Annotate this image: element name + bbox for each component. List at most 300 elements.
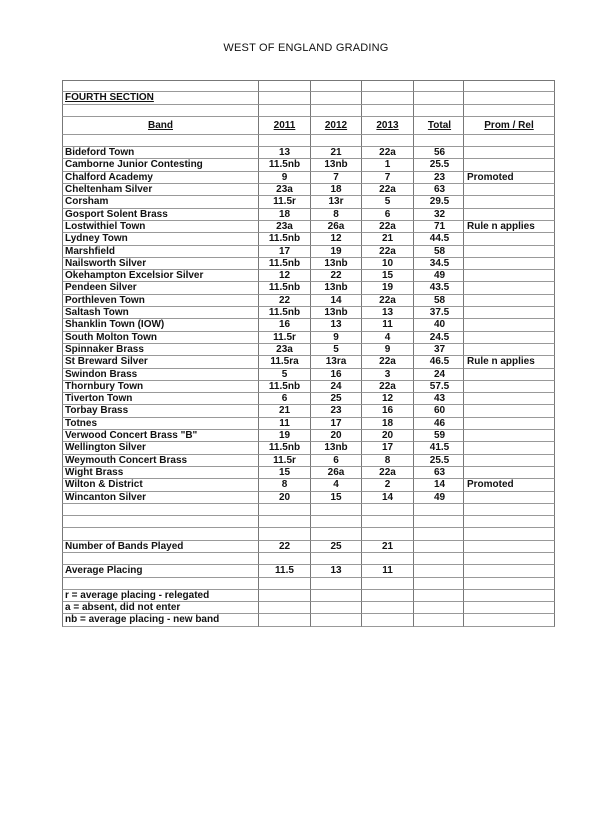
table-cell — [414, 135, 464, 147]
total: 32 — [414, 209, 464, 221]
table-cell — [62, 553, 259, 565]
band-name: Gosport Solent Brass — [62, 209, 259, 221]
result-2013: 3 — [362, 369, 414, 381]
legend-text: r = average placing - relegated — [62, 590, 259, 602]
result-2011: 21 — [259, 405, 311, 417]
result-2013: 22a — [362, 356, 414, 368]
result-2012: 13r — [311, 196, 362, 208]
total: 24 — [414, 369, 464, 381]
total: 44.5 — [414, 233, 464, 245]
table-cell — [311, 105, 362, 117]
table-cell — [362, 602, 414, 614]
result-2012: 22 — [311, 270, 362, 282]
prom-rel — [464, 467, 555, 479]
table-cell — [259, 578, 311, 590]
band-row — [62, 430, 555, 442]
table-cell — [362, 80, 414, 92]
result-2011: 5 — [259, 369, 311, 381]
band-row — [62, 393, 555, 405]
prom-rel — [464, 270, 555, 282]
prom-rel — [464, 233, 555, 245]
section-title-row — [62, 92, 555, 104]
total: 46 — [414, 418, 464, 430]
table-cell — [414, 565, 464, 577]
prom-rel — [464, 455, 555, 467]
header-total: Total — [414, 117, 464, 135]
band-row — [62, 196, 555, 208]
result-2012: 13nb — [311, 258, 362, 270]
header-prom-rel: Prom / Rel — [464, 117, 555, 135]
band-name: Cheltenham Silver — [62, 184, 259, 196]
band-name: Totnes — [62, 418, 259, 430]
band-row — [62, 184, 555, 196]
result-2013: 22a — [362, 295, 414, 307]
table-cell — [311, 80, 362, 92]
legend-text: a = absent, did not enter — [62, 602, 259, 614]
table-cell — [464, 553, 555, 565]
table-cell — [414, 590, 464, 602]
band-name: Porthleven Town — [62, 295, 259, 307]
result-2013: 9 — [362, 344, 414, 356]
result-2012: 14 — [311, 295, 362, 307]
band-row — [62, 479, 555, 491]
prom-rel — [464, 393, 555, 405]
band-row — [62, 258, 555, 270]
table-cell — [311, 578, 362, 590]
prom-rel — [464, 295, 555, 307]
result-2012: 23 — [311, 405, 362, 417]
table-cell — [362, 105, 414, 117]
prom-rel — [464, 369, 555, 381]
table-cell — [464, 614, 555, 626]
result-2011: 19 — [259, 430, 311, 442]
result-2012: 13ra — [311, 356, 362, 368]
total: 37 — [414, 344, 464, 356]
total: 40 — [414, 319, 464, 331]
total: 58 — [414, 246, 464, 258]
prom-rel — [464, 405, 555, 417]
result-2012: 8 — [311, 209, 362, 221]
result-2013: 10 — [362, 258, 414, 270]
table-cell — [259, 590, 311, 602]
band-row — [62, 319, 555, 331]
band-row — [62, 246, 555, 258]
table-cell — [362, 516, 414, 528]
table-cell — [414, 516, 464, 528]
band-name: Wilton & District — [62, 479, 259, 491]
table-cell — [259, 80, 311, 92]
result-2011: 13 — [259, 147, 311, 159]
table-cell — [464, 504, 555, 516]
table-cell — [464, 80, 555, 92]
table-cell — [464, 578, 555, 590]
total: 63 — [414, 184, 464, 196]
table-cell — [62, 504, 259, 516]
result-2013: 22a — [362, 381, 414, 393]
table-cell — [464, 135, 555, 147]
result-2012: 25 — [311, 393, 362, 405]
band-name: South Molton Town — [62, 332, 259, 344]
band-name: Spinnaker Brass — [62, 344, 259, 356]
total: 25.5 — [414, 159, 464, 171]
total: 25.5 — [414, 455, 464, 467]
table-cell — [62, 80, 259, 92]
result-2013: 12 — [362, 393, 414, 405]
grading-table — [62, 80, 555, 627]
band-row — [62, 381, 555, 393]
spacer-row — [62, 578, 555, 590]
table-cell — [464, 602, 555, 614]
result-2011: 9 — [259, 172, 311, 184]
result-2012: 21 — [311, 147, 362, 159]
result-2013: 8 — [362, 455, 414, 467]
table-cell — [311, 590, 362, 602]
result-2012: 13nb — [311, 442, 362, 454]
prom-rel — [464, 307, 555, 319]
legend-row — [62, 602, 555, 614]
result-2013: 2 — [362, 479, 414, 491]
spacer-row — [62, 80, 555, 92]
header-band: Band — [62, 117, 259, 135]
table-cell — [259, 553, 311, 565]
table-cell — [259, 528, 311, 540]
result-2011: 15 — [259, 467, 311, 479]
prom-rel — [464, 344, 555, 356]
result-2011: 17 — [259, 246, 311, 258]
prom-rel — [464, 196, 555, 208]
summary-2012: 25 — [311, 541, 362, 553]
number-played-row — [62, 541, 555, 553]
result-2013: 13 — [362, 307, 414, 319]
prom-rel — [464, 381, 555, 393]
band-row — [62, 418, 555, 430]
table-cell — [311, 92, 362, 104]
result-2011: 11.5nb — [259, 442, 311, 454]
table-cell — [362, 614, 414, 626]
table-cell — [362, 504, 414, 516]
spacer-row — [62, 135, 555, 147]
result-2011: 12 — [259, 270, 311, 282]
prom-rel — [464, 430, 555, 442]
table-cell — [414, 541, 464, 553]
summary-label: Average Placing — [62, 565, 259, 577]
result-2012: 16 — [311, 369, 362, 381]
result-2013: 15 — [362, 270, 414, 282]
result-2012: 7 — [311, 172, 362, 184]
total: 60 — [414, 405, 464, 417]
prom-rel: Promoted — [464, 479, 555, 491]
result-2013: 7 — [362, 172, 414, 184]
prom-rel: Promoted — [464, 172, 555, 184]
table-cell — [414, 504, 464, 516]
result-2013: 1 — [362, 159, 414, 171]
band-name: Wellington Silver — [62, 442, 259, 454]
band-name: Thornbury Town — [62, 381, 259, 393]
total: 71 — [414, 221, 464, 233]
result-2013: 18 — [362, 418, 414, 430]
table-cell — [62, 105, 259, 117]
table-cell — [311, 528, 362, 540]
band-name: Nailsworth Silver — [62, 258, 259, 270]
summary-label: Number of Bands Played — [62, 541, 259, 553]
total: 63 — [414, 467, 464, 479]
result-2013: 22a — [362, 147, 414, 159]
band-row — [62, 282, 555, 294]
band-name: Okehampton Excelsior Silver — [62, 270, 259, 282]
band-name: Verwood Concert Brass "B" — [62, 430, 259, 442]
summary-2011: 11.5 — [259, 565, 311, 577]
band-row — [62, 442, 555, 454]
prom-rel — [464, 492, 555, 504]
band-row — [62, 172, 555, 184]
header-2012: 2012 — [311, 117, 362, 135]
total: 29.5 — [414, 196, 464, 208]
result-2013: 22a — [362, 221, 414, 233]
result-2011: 11.5ra — [259, 356, 311, 368]
table-cell — [464, 528, 555, 540]
band-name: Lydney Town — [62, 233, 259, 245]
result-2012: 13nb — [311, 159, 362, 171]
table-cell — [464, 541, 555, 553]
total: 41.5 — [414, 442, 464, 454]
table-cell — [311, 516, 362, 528]
result-2013: 14 — [362, 492, 414, 504]
prom-rel — [464, 418, 555, 430]
table-cell — [62, 516, 259, 528]
header-2013: 2013 — [362, 117, 414, 135]
band-name: Corsham — [62, 196, 259, 208]
result-2013: 21 — [362, 233, 414, 245]
summary-2012: 13 — [311, 565, 362, 577]
header-row — [62, 117, 555, 135]
band-name: Lostwithiel Town — [62, 221, 259, 233]
table-cell — [414, 602, 464, 614]
prom-rel: Rule n applies — [464, 356, 555, 368]
legend-text: nb = average placing - new band — [62, 614, 259, 626]
table-cell — [259, 614, 311, 626]
band-row — [62, 467, 555, 479]
result-2011: 11.5nb — [259, 282, 311, 294]
band-row — [62, 209, 555, 221]
table-cell — [311, 135, 362, 147]
total: 49 — [414, 492, 464, 504]
result-2012: 13nb — [311, 307, 362, 319]
result-2013: 6 — [362, 209, 414, 221]
result-2011: 6 — [259, 393, 311, 405]
result-2012: 4 — [311, 479, 362, 491]
table-cell — [311, 602, 362, 614]
band-row — [62, 233, 555, 245]
result-2011: 23a — [259, 344, 311, 356]
spacer-row — [62, 528, 555, 540]
result-2012: 13nb — [311, 282, 362, 294]
band-name: Chalford Academy — [62, 172, 259, 184]
result-2013: 5 — [362, 196, 414, 208]
table-cell — [414, 528, 464, 540]
table-cell — [362, 578, 414, 590]
band-row — [62, 492, 555, 504]
total: 23 — [414, 172, 464, 184]
table-cell — [362, 553, 414, 565]
result-2013: 11 — [362, 319, 414, 331]
total: 34.5 — [414, 258, 464, 270]
spacer-row — [62, 553, 555, 565]
table-cell — [464, 105, 555, 117]
result-2013: 22a — [362, 246, 414, 258]
total: 43 — [414, 393, 464, 405]
spacer-row — [62, 504, 555, 516]
result-2011: 11.5nb — [259, 307, 311, 319]
total: 43.5 — [414, 282, 464, 294]
total: 58 — [414, 295, 464, 307]
result-2013: 4 — [362, 332, 414, 344]
result-2011: 11.5r — [259, 196, 311, 208]
total: 59 — [414, 430, 464, 442]
result-2013: 17 — [362, 442, 414, 454]
result-2012: 26a — [311, 467, 362, 479]
table-cell — [259, 516, 311, 528]
band-name: Shanklin Town (IOW) — [62, 319, 259, 331]
result-2011: 11.5r — [259, 332, 311, 344]
table-cell — [414, 553, 464, 565]
table-cell — [414, 80, 464, 92]
table-cell — [259, 504, 311, 516]
band-row — [62, 455, 555, 467]
result-2011: 22 — [259, 295, 311, 307]
summary-2013: 21 — [362, 541, 414, 553]
result-2011: 11.5nb — [259, 233, 311, 245]
table-cell — [311, 553, 362, 565]
total: 49 — [414, 270, 464, 282]
table-cell — [362, 590, 414, 602]
result-2012: 9 — [311, 332, 362, 344]
table-cell — [362, 92, 414, 104]
legend-row — [62, 590, 555, 602]
result-2012: 20 — [311, 430, 362, 442]
prom-rel — [464, 319, 555, 331]
band-name: Wight Brass — [62, 467, 259, 479]
prom-rel — [464, 282, 555, 294]
section-title: FOURTH SECTION — [62, 92, 259, 104]
prom-rel — [464, 246, 555, 258]
total: 46.5 — [414, 356, 464, 368]
band-name: St Breward Silver — [62, 356, 259, 368]
prom-rel — [464, 184, 555, 196]
band-name: Bideford Town — [62, 147, 259, 159]
result-2012: 19 — [311, 246, 362, 258]
result-2011: 16 — [259, 319, 311, 331]
table-cell — [62, 578, 259, 590]
total: 24.5 — [414, 332, 464, 344]
band-row — [62, 295, 555, 307]
result-2012: 15 — [311, 492, 362, 504]
result-2011: 8 — [259, 479, 311, 491]
result-2013: 16 — [362, 405, 414, 417]
table-cell — [362, 135, 414, 147]
band-row — [62, 369, 555, 381]
band-name: Camborne Junior Contesting — [62, 159, 259, 171]
prom-rel — [464, 147, 555, 159]
band-row — [62, 356, 555, 368]
table-cell — [414, 105, 464, 117]
total: 37.5 — [414, 307, 464, 319]
band-row — [62, 405, 555, 417]
result-2011: 11.5nb — [259, 258, 311, 270]
table-cell — [259, 105, 311, 117]
result-2012: 12 — [311, 233, 362, 245]
band-name: Tiverton Town — [62, 393, 259, 405]
band-name: Weymouth Concert Brass — [62, 455, 259, 467]
result-2012: 24 — [311, 381, 362, 393]
result-2012: 17 — [311, 418, 362, 430]
prom-rel — [464, 442, 555, 454]
band-row — [62, 307, 555, 319]
prom-rel — [464, 159, 555, 171]
table-cell — [362, 528, 414, 540]
total: 57.5 — [414, 381, 464, 393]
result-2012: 6 — [311, 455, 362, 467]
result-2011: 23a — [259, 184, 311, 196]
result-2011: 11.5r — [259, 455, 311, 467]
band-name: Swindon Brass — [62, 369, 259, 381]
result-2011: 11.5nb — [259, 381, 311, 393]
table-cell — [464, 565, 555, 577]
summary-2013: 11 — [362, 565, 414, 577]
result-2013: 20 — [362, 430, 414, 442]
table-cell — [259, 135, 311, 147]
band-row — [62, 221, 555, 233]
table-cell — [311, 614, 362, 626]
result-2013: 19 — [362, 282, 414, 294]
band-row — [62, 344, 555, 356]
summary-2011: 22 — [259, 541, 311, 553]
band-name: Marshfield — [62, 246, 259, 258]
prom-rel — [464, 209, 555, 221]
band-name: Pendeen Silver — [62, 282, 259, 294]
band-name: Saltash Town — [62, 307, 259, 319]
spacer-row — [62, 105, 555, 117]
band-name: Wincanton Silver — [62, 492, 259, 504]
prom-rel — [464, 332, 555, 344]
table-cell — [414, 578, 464, 590]
result-2011: 18 — [259, 209, 311, 221]
result-2012: 26a — [311, 221, 362, 233]
band-name: Torbay Brass — [62, 405, 259, 417]
table-cell — [259, 602, 311, 614]
table-cell — [464, 590, 555, 602]
average-placing-row — [62, 565, 555, 577]
band-row — [62, 147, 555, 159]
prom-rel: Rule n applies — [464, 221, 555, 233]
result-2013: 22a — [362, 184, 414, 196]
table-cell — [464, 92, 555, 104]
result-2012: 18 — [311, 184, 362, 196]
table-cell — [259, 92, 311, 104]
result-2011: 11 — [259, 418, 311, 430]
page-title: WEST OF ENGLAND GRADING — [223, 42, 389, 54]
band-row — [62, 159, 555, 171]
table-cell — [464, 516, 555, 528]
result-2013: 22a — [362, 467, 414, 479]
total: 14 — [414, 479, 464, 491]
result-2012: 13 — [311, 319, 362, 331]
band-row — [62, 270, 555, 282]
total: 56 — [414, 147, 464, 159]
table-cell — [62, 528, 259, 540]
table-cell — [414, 92, 464, 104]
table-cell — [414, 614, 464, 626]
table-cell — [311, 504, 362, 516]
